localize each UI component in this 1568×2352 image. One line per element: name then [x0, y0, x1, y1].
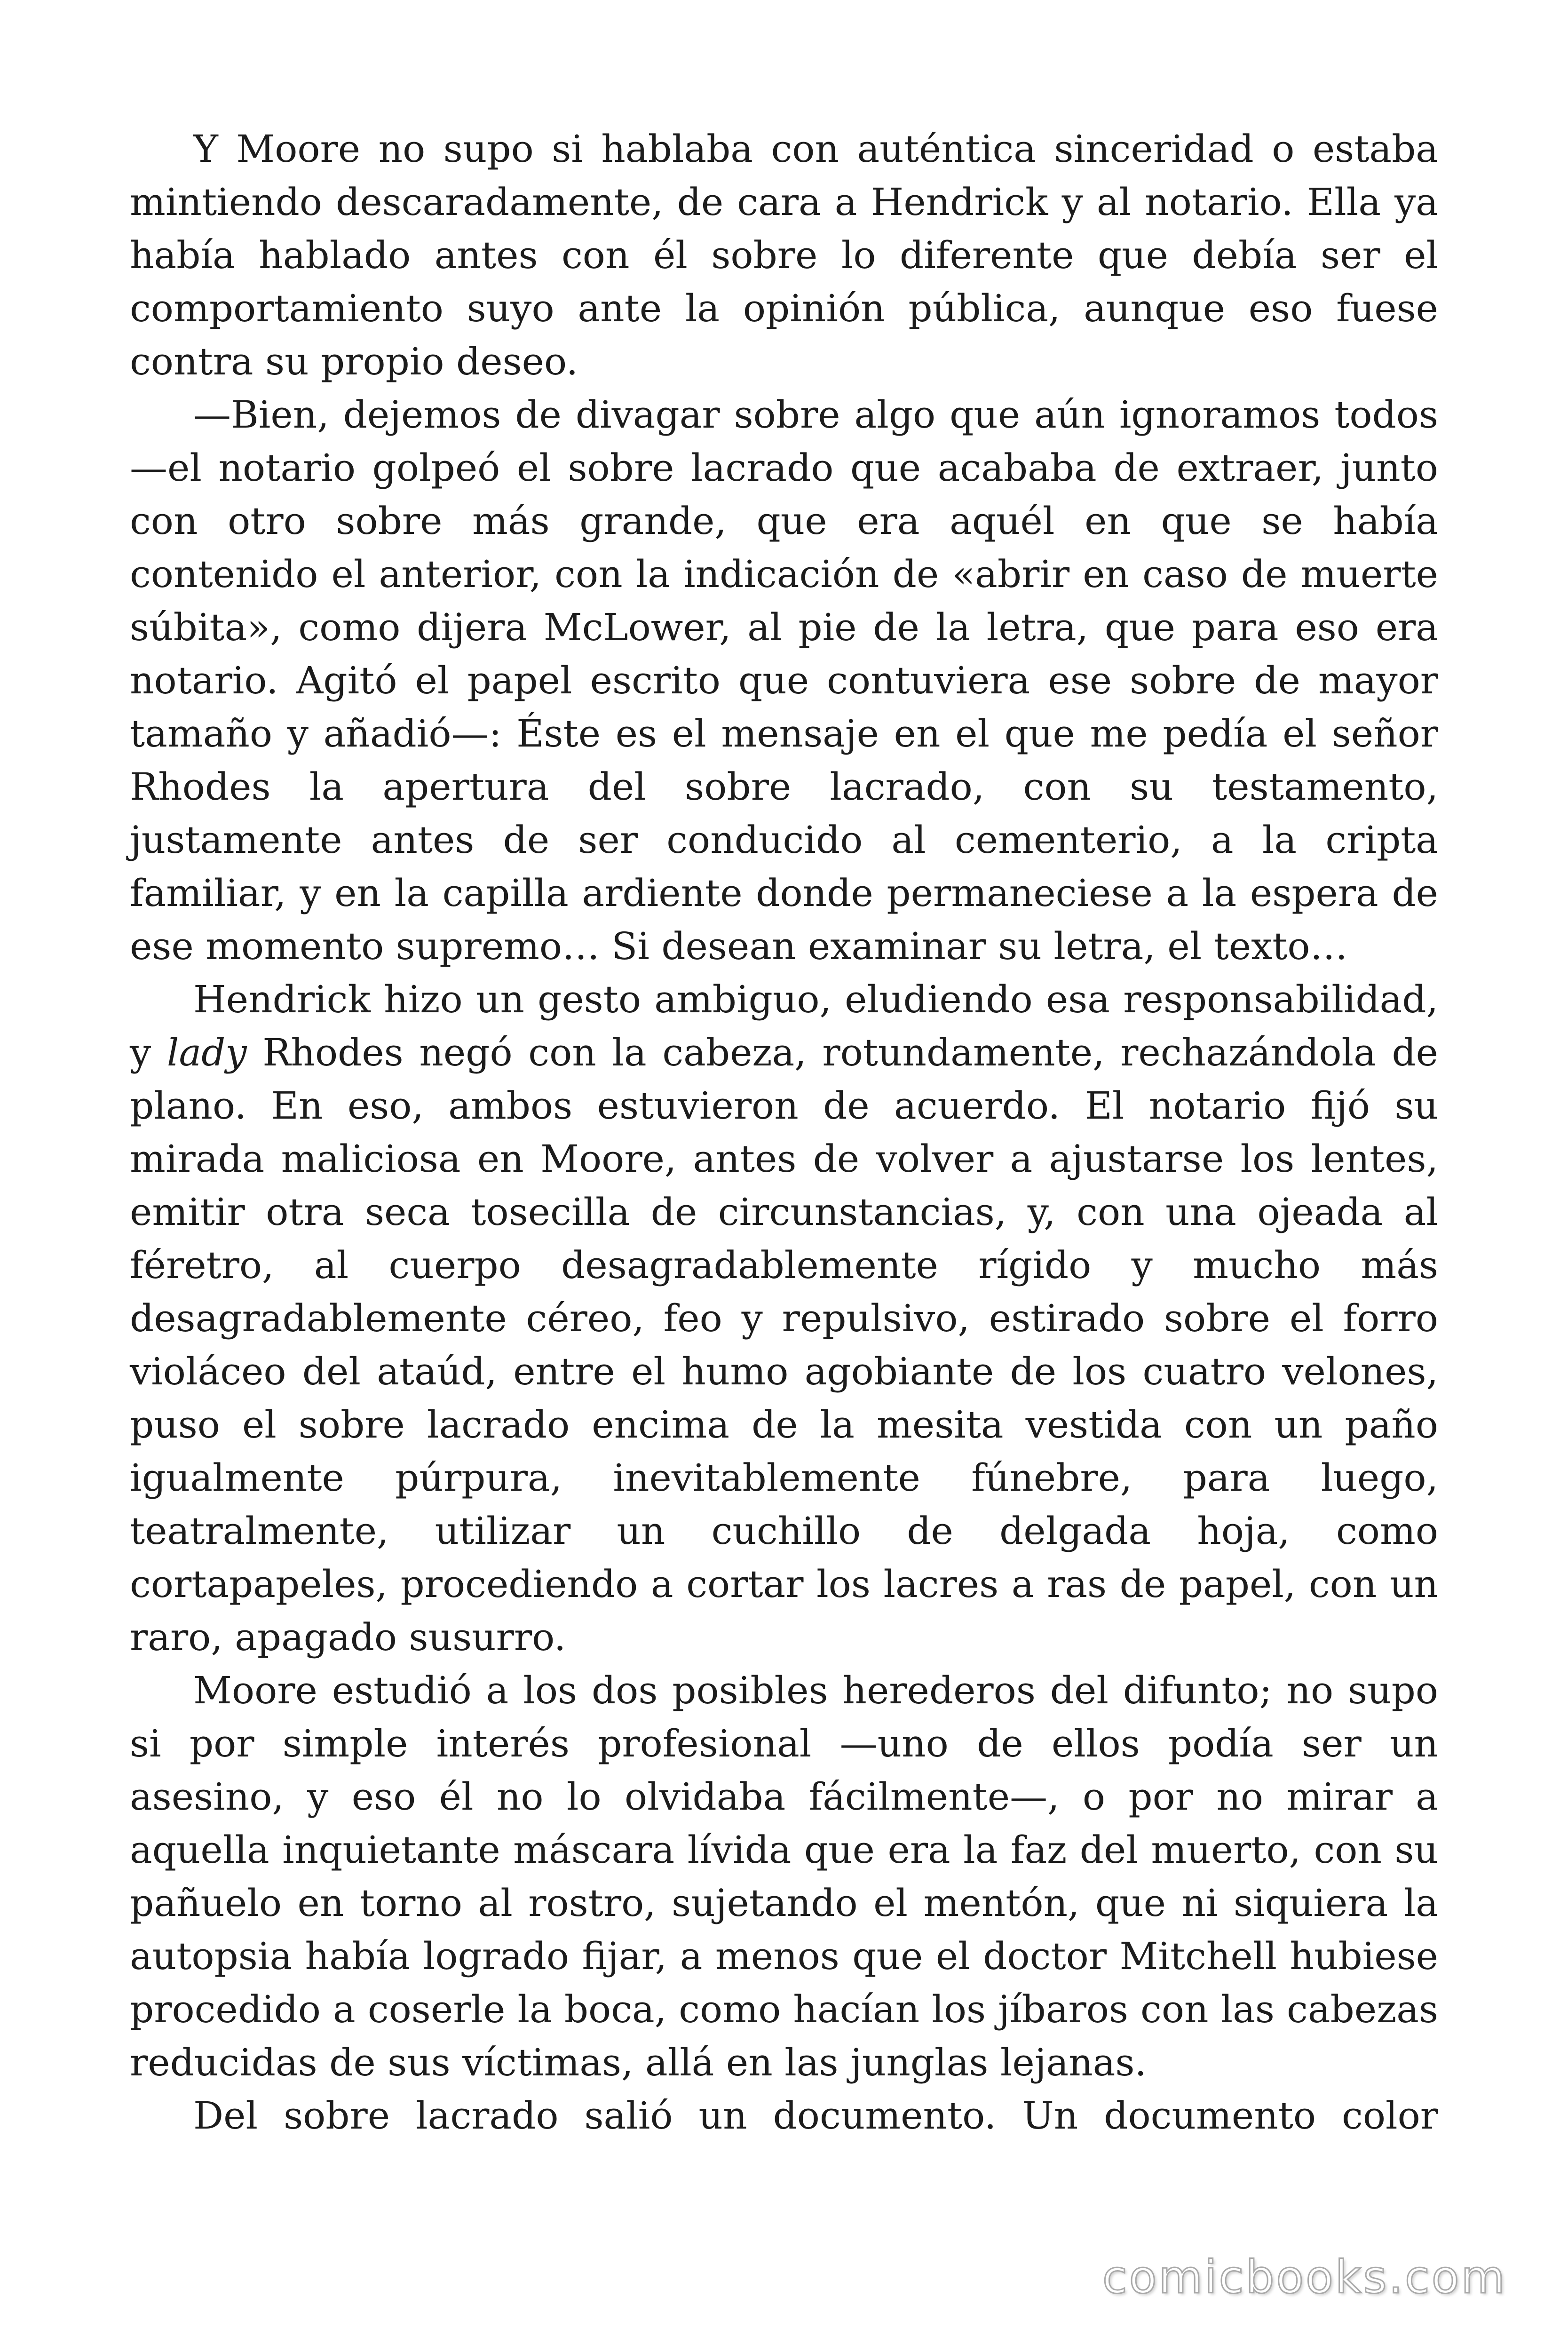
- paragraph-3-rest: Rhodes negó con la cabeza, rotundamente, rechazándola de plano. En eso, ambos estuvieron de acuerdo. El notario fijó su mirada maliciosa en Moore, antes de volver a ajustarse los lentes, emitir otra seca tosecilla de circunstancias, y, con una ojeada al féretro, al cuerpo desagradablemente rígido y mucho más desagradablemente céreo, feo y repulsivo, estirado sobre el forro violáceo del ataúd, entre el humo agobiante de los cuatro velones, puso el sobre lacrado encima de la mesita vestida con un paño igualmente púrpura, inevitablemente fúnebre, para luego, teatralmente, utilizar un cuchillo de delgada hoja, como cortapapeles, procediendo a cortar los lacres a ras de papel, con un raro, apagado susurro.: [130, 1031, 1439, 1659]
- page-body: [130, 122, 1438, 2142]
- paragraph-5: Del sobre lacrado salió un documento. Un documento color: [193, 2094, 1438, 2137]
- paragraph-4: Moore estudió a los dos posibles herederos del difunto; no supo si por simple interés profesional —uno de ellos podía ser un asesino, y eso él no lo olvidaba fácilmente—, o por no mirar a aquella inquietante máscara lívida que era la faz del muerto, con su pañuelo en torno al rostro, sujetando el mentón, que ni siquiera la autopsia había logrado fijar, a menos que el doctor Mitchell hubiese procedido a coserle la boca, como hacían los jíbaros con las cabezas reducidas de sus víctimas, allá en las junglas lejanas.: [130, 1669, 1438, 2084]
- paragraph-3-start: Hendrick hizo un gesto ambiguo, eludiendo esa responsabilidad, y: [130, 977, 1438, 1074]
- paragraph-1: Y Moore no supo si hablaba con auténtica sinceridad o estaba mintiendo descaradamente, de cara a Hendrick y al notario. Ella ya había hablado antes con él sobre lo diferente que debía ser el comportamiento suyo ante la opinión pública, aunque eso fuese contra su propio deseo.: [130, 127, 1438, 383]
- paragraph-3: [130, 973, 1438, 1664]
- watermark-logo: comicbooks.com: [1102, 2251, 1507, 2304]
- paragraph-2: —Bien, dejemos de divagar sobre algo que aún ignoramos todos —el notario golpeó el sobre lacrado que acababa de extraer, junto con otro sobre más grande, que era aquél en que se había contenido el anterior, con la indicación de «abrir en caso de muerte súbita», como dijera McLower, al pie de la letra, que para eso era notario. Agitó el papel escrito que contuviera ese sobre de mayor tamaño y añadió—: Éste es el mensaje en el que me pedía el señor Rhodes la apertura del sobre lacrado, con su testamento, justamente antes de ser conducido al cementerio, a la cripta familiar, y en la capilla ardiente donde permaneciese a la espera de ese momento supremo… Si desean examinar su letra, el texto…: [130, 393, 1438, 968]
- italic-word-lady: lady: [166, 1031, 247, 1074]
